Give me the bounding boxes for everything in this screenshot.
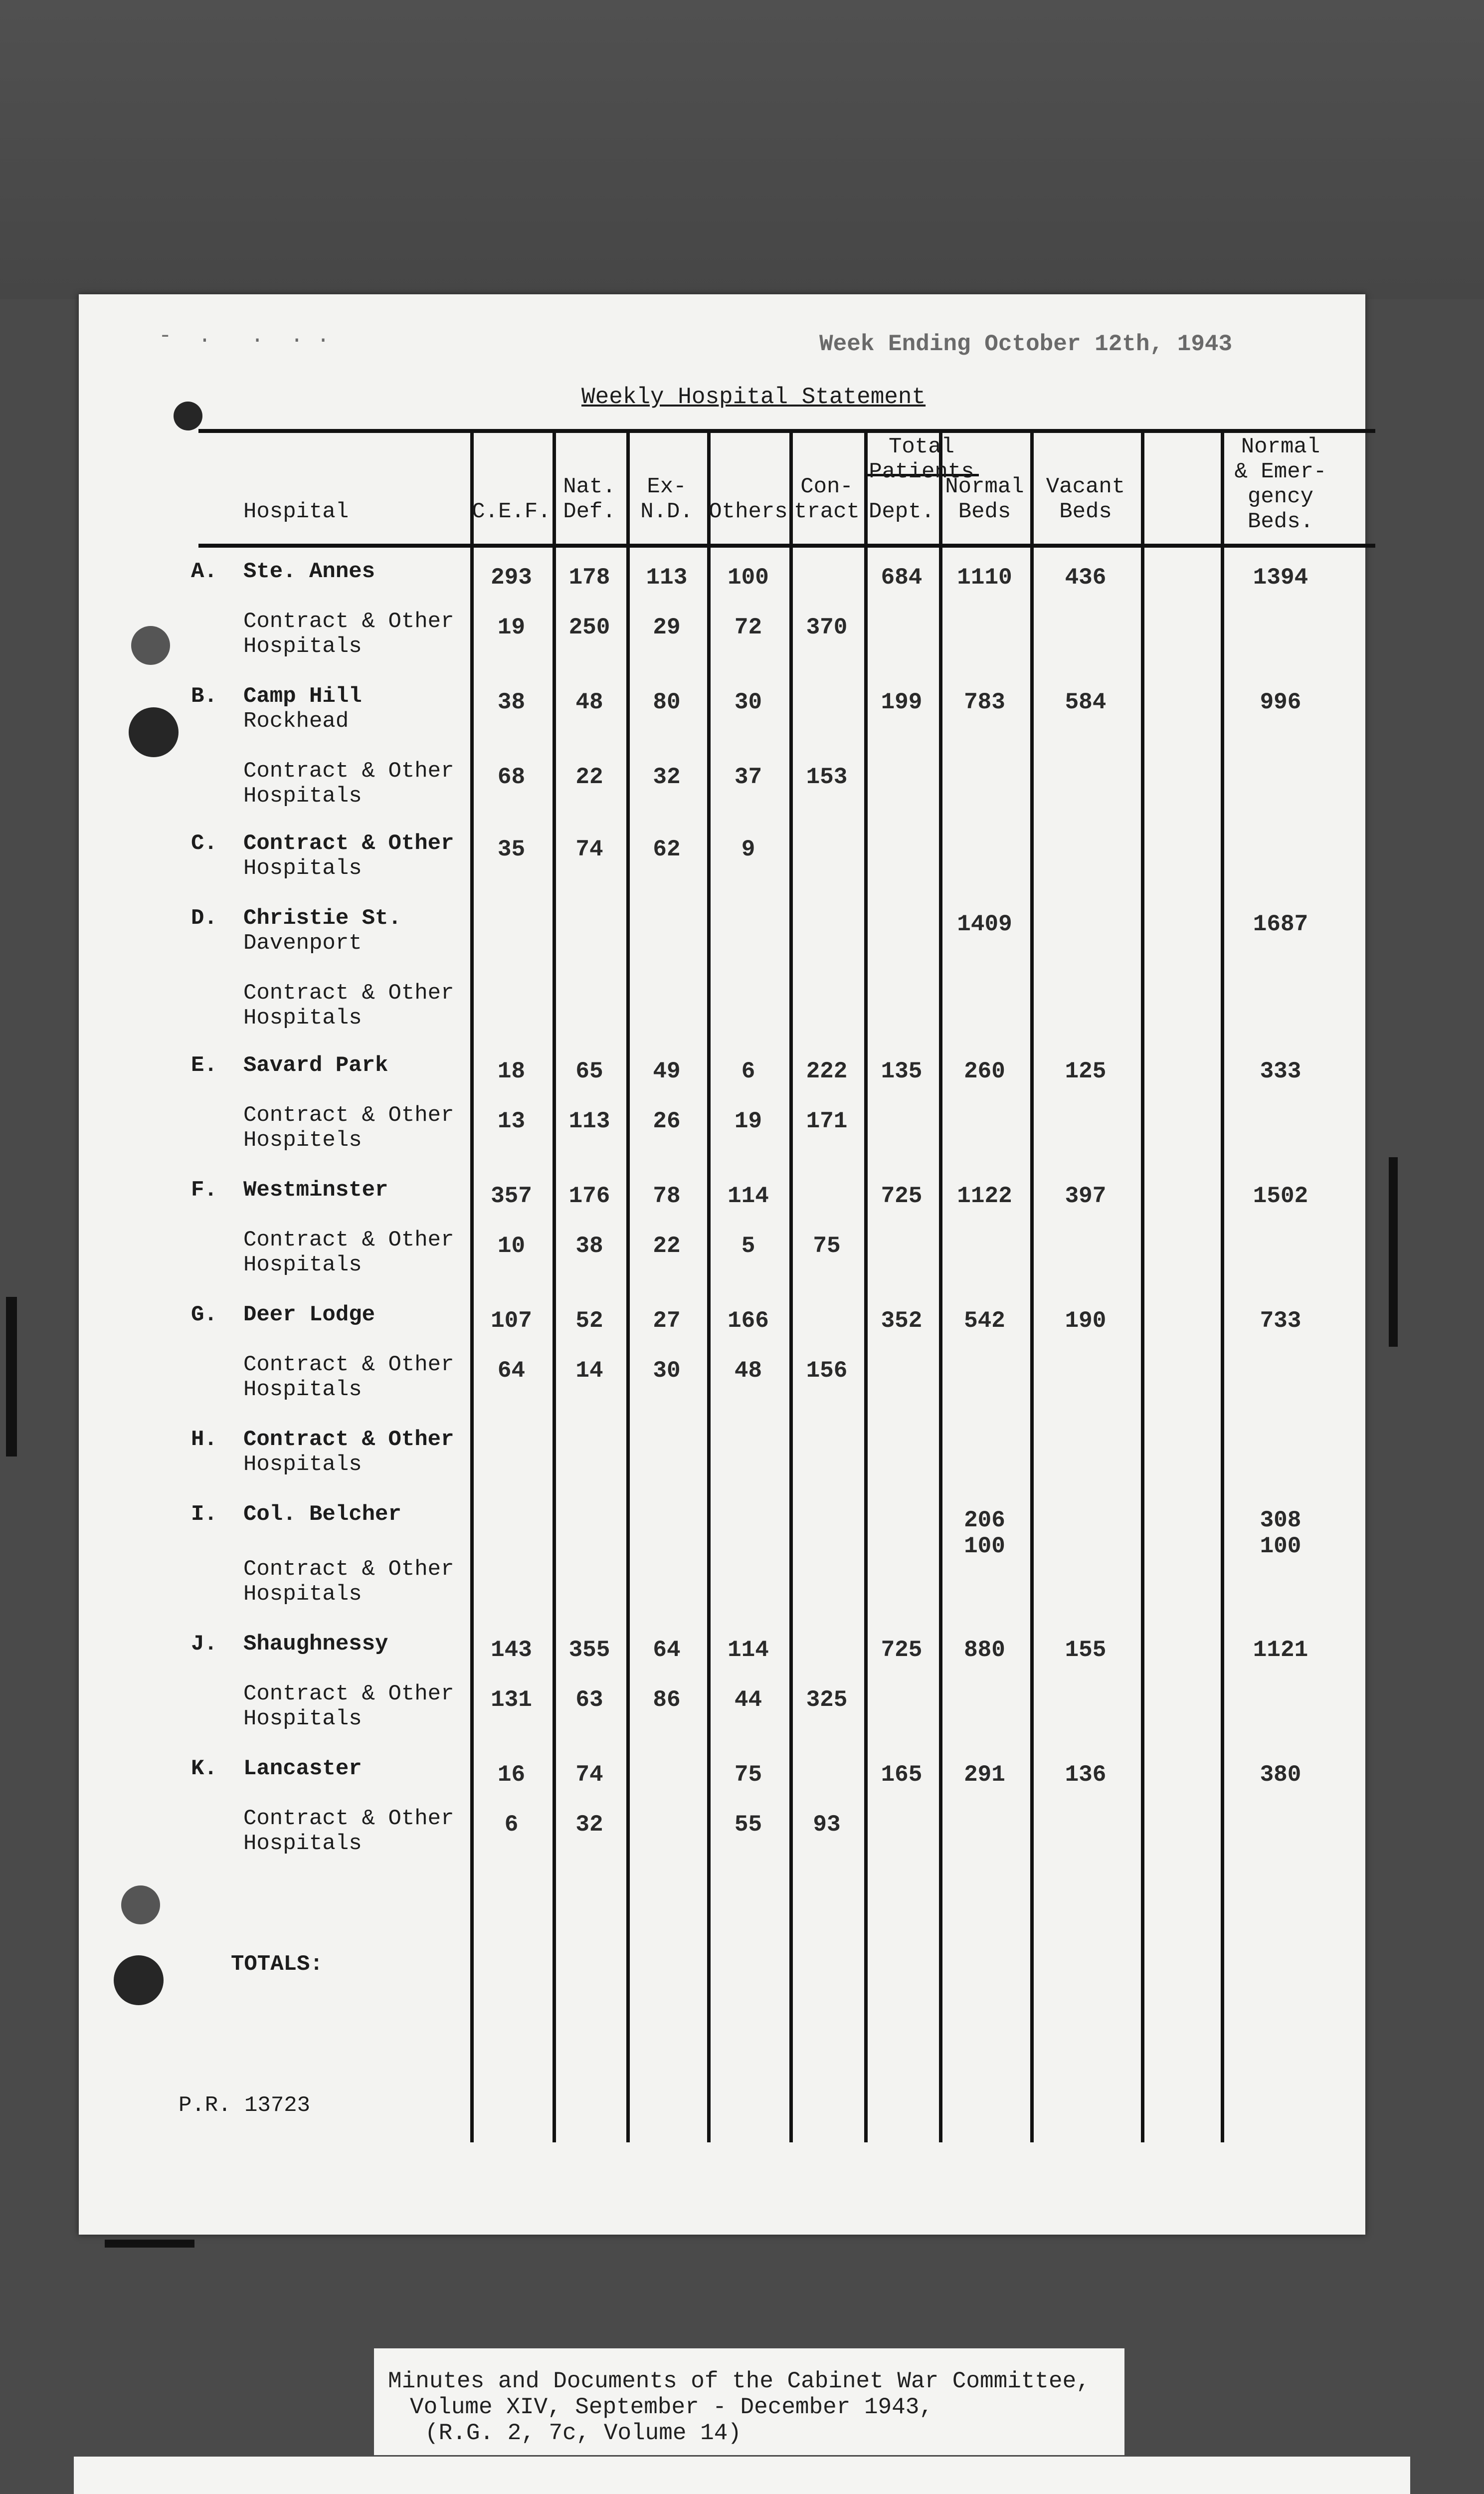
cell-others: 55 [734,1812,762,1838]
hospital-name: Hospitals [243,1452,362,1477]
row-letter: D. [191,906,217,931]
cell-cef: 10 [497,1233,526,1259]
row-letter: G. [191,1302,217,1327]
column-divider [1221,431,1224,2142]
column-divider [553,431,556,2142]
cell-others: 5 [741,1233,755,1259]
background-top [0,0,1484,299]
cell-cef: 18 [497,1058,526,1084]
cell-cef: 357 [491,1183,532,1209]
column-divider [864,431,868,2142]
column-header-dept: Dept. [868,499,935,524]
cell-dept: 725 [881,1183,923,1209]
cell-cef: 19 [497,615,526,640]
column-header-normal-beds: Normal [945,474,1024,499]
hospital-name: Contract & Other [243,1103,454,1128]
hospital-name: Hospitals [243,1706,362,1731]
caption-line: Minutes and Documents of the Cabinet War Committee, [388,2368,1090,2394]
header-note: Week Ending October 12th, 1943 [819,331,1233,357]
column-header-emergency-beds: & Emer- [1234,459,1327,484]
column-header-contract: Con- [800,474,853,499]
cell-dept: 165 [881,1762,923,1788]
hospital-name: Lancaster [243,1756,362,1781]
column-divider [1030,431,1034,2142]
cell-natdef: 178 [568,565,610,591]
hospital-name: Hospitals [243,1006,362,1031]
hospital-name: Contract & Other [243,981,454,1006]
column-header-normal-beds: Beds [958,499,1011,524]
cell-emergency: 733 [1260,1308,1301,1334]
cell-others: 48 [734,1358,762,1384]
edge-mark [6,1297,17,1456]
cell-dept: 199 [881,689,923,715]
column-header-total-patients: Total [888,434,955,459]
hospital-name: Contract & Other [243,759,454,784]
row-letter: F. [191,1178,217,1203]
cell-emergency: 996 [1260,689,1301,715]
hospital-name: Contract & Other [243,1427,454,1452]
cell-contract: 75 [813,1233,841,1259]
cell-contract: 370 [806,615,848,640]
column-header-others: Others [709,499,788,524]
column-header-vacant-beds: Beds [1059,499,1112,524]
column-header-contract: tract [793,499,860,524]
cell-vacant: 155 [1065,1637,1107,1663]
cell-others: 114 [728,1637,769,1663]
cell-normal: 260 [964,1058,1005,1084]
row-letter: K. [191,1756,217,1781]
hospital-statement-sheet [79,294,1365,2235]
hospital-name: Contract & Other [243,1557,454,1582]
cell-cef: 35 [497,836,526,862]
document-title: Weekly Hospital Statement [581,384,926,410]
cell-natdef: 250 [568,615,610,640]
cell-vacant: 436 [1065,565,1107,591]
cell-exnd: 22 [653,1233,681,1259]
cell-normal: 542 [964,1308,1005,1334]
cell-others: 37 [734,764,762,790]
cell-normal: 1110 [957,565,1012,591]
row-letter: I. [191,1502,217,1527]
hospital-name: Davenport [243,931,362,956]
cell-exnd: 86 [653,1687,681,1713]
cell-others: 114 [728,1183,769,1209]
cell-normal: 291 [964,1762,1005,1788]
hospital-name: Contract & Other [243,1352,454,1377]
archive-caption [374,2348,1124,2455]
column-divider [789,431,793,2142]
cell-normal: 783 [964,689,1005,715]
statement-table [79,294,1365,2235]
hospital-name: Ste. Annes [243,559,375,584]
edge-mark [105,2240,194,2248]
hospital-name: Hospitals [243,856,362,881]
hospital-name: Hospitals [243,1831,362,1856]
cell-cef: 293 [491,565,532,591]
cell-natdef: 48 [575,689,603,715]
cell-exnd: 113 [646,565,688,591]
hospital-name: Westminster [243,1178,388,1203]
hospital-name: Christie St. [243,906,401,931]
cell-emergency: 1121 [1253,1637,1308,1663]
column-header-total-patients: Patients [869,459,974,484]
cell-dept: 135 [881,1058,923,1084]
header-rule [198,429,1375,433]
cell-vacant: 397 [1065,1183,1107,1209]
cell-contract: 171 [806,1108,848,1134]
cell-others: 44 [734,1687,762,1713]
cell-cef: 13 [497,1108,526,1134]
cell-contract: 93 [813,1812,841,1838]
hospital-name: Contract & Other [243,1228,454,1252]
cell-others: 100 [728,565,769,591]
cell-emergency: 1502 [1253,1183,1308,1209]
row-letter: B. [191,684,217,709]
cell-cef: 107 [491,1308,532,1334]
reference-number: P.R. 13723 [179,2093,311,2118]
cell-cef: 68 [497,764,526,790]
cell-natdef: 74 [575,836,603,862]
row-letter: A. [191,559,217,584]
column-header-exnd: N.D. [640,499,693,524]
cell-exnd: 32 [653,764,681,790]
cell-exnd: 62 [653,836,681,862]
row-letter: C. [191,831,217,856]
hospital-name: Contract & Other [243,1681,454,1706]
hospital-name: Hospitals [243,1582,362,1607]
cell-contract: 222 [806,1058,848,1084]
cell-others: 72 [734,615,762,640]
column-header-cef: C.E.F. [472,499,551,524]
cell-normal: 206 100 [964,1507,1005,1559]
header-rule [198,544,1375,548]
cell-exnd: 30 [653,1358,681,1384]
cell-dept: 684 [881,565,923,591]
column-divider [707,431,711,2142]
cell-emergency: 333 [1260,1058,1301,1084]
cell-emergency: 1394 [1253,565,1308,591]
column-header-emergency-beds: Beds. [1247,509,1314,534]
hospital-name: Hospitals [243,634,362,659]
cell-vacant: 584 [1065,689,1107,715]
cell-natdef: 65 [575,1058,603,1084]
hospital-name: Camp Hill [243,684,362,709]
hospital-name: Contract & Other [243,831,454,856]
cell-cef: 6 [504,1812,519,1838]
cell-others: 9 [741,836,755,862]
caption-line: Volume XIV, September - December 1943, [410,2394,933,2420]
cell-natdef: 74 [575,1762,603,1788]
hospital-name: Hospitals [243,784,362,809]
cell-vacant: 190 [1065,1308,1107,1334]
cell-emergency: 1687 [1253,911,1308,937]
cell-natdef: 355 [568,1637,610,1663]
hospital-name: Hospitels [243,1128,362,1153]
column-divider [470,431,474,2142]
cell-dept: 352 [881,1308,923,1334]
cell-natdef: 52 [575,1308,603,1334]
hospital-name: Col. Belcher [243,1502,401,1527]
cell-natdef: 176 [568,1183,610,1209]
column-divider [626,431,630,2142]
caption-line: (R.G. 2, 7c, Volume 14) [425,2420,742,2446]
cell-cef: 143 [491,1637,532,1663]
cell-normal: 1122 [957,1183,1012,1209]
cell-natdef: 14 [575,1358,603,1384]
edge-mark [1389,1157,1398,1347]
column-header-natdef: Def. [563,499,616,524]
hospital-name: Shaughnessy [243,1632,388,1657]
cell-dept: 725 [881,1637,923,1663]
cell-contract: 156 [806,1358,848,1384]
row-letter: J. [191,1632,217,1657]
cell-exnd: 78 [653,1183,681,1209]
cell-cef: 16 [497,1762,526,1788]
cell-emergency: 308 100 [1260,1507,1301,1559]
cell-natdef: 22 [575,764,603,790]
hospital-name: Contract & Other [243,609,454,634]
column-header-hospital: Hospital [243,499,349,524]
column-divider [939,431,942,2142]
cell-cef: 64 [497,1358,526,1384]
cell-vacant: 125 [1065,1058,1107,1084]
cell-natdef: 113 [568,1108,610,1134]
cell-natdef: 63 [575,1687,603,1713]
column-header-exnd: Ex- [647,474,687,499]
row-letter: H. [191,1427,217,1452]
cell-natdef: 38 [575,1233,603,1259]
cell-emergency: 380 [1260,1762,1301,1788]
hospital-name: Rockhead [243,709,349,734]
cell-contract: 153 [806,764,848,790]
cell-normal: 1409 [957,911,1012,937]
cell-others: 166 [728,1308,769,1334]
hospital-name: Hospitals [243,1377,362,1402]
cell-others: 75 [734,1762,762,1788]
cell-others: 6 [741,1058,755,1084]
cell-cef: 38 [497,689,526,715]
column-header-vacant-beds: Vacant [1046,474,1125,499]
column-header-natdef: Nat. [563,474,616,499]
header-dashes: - . . . . [159,324,330,349]
cell-natdef: 32 [575,1812,603,1838]
row-letter: E. [191,1053,217,1078]
hospital-name: Savard Park [243,1053,388,1078]
cell-vacant: 136 [1065,1762,1107,1788]
cell-others: 19 [734,1108,762,1134]
cell-exnd: 64 [653,1637,681,1663]
hospital-name: Contract & Other [243,1806,454,1831]
column-divider [1141,431,1144,2142]
column-header-emergency-beds: gency [1247,484,1314,509]
cell-others: 30 [734,689,762,715]
column-header-emergency-beds: Normal [1241,434,1320,459]
cell-cef: 131 [491,1687,532,1713]
archive-card [74,2457,1410,2494]
cell-exnd: 49 [653,1058,681,1084]
cell-contract: 325 [806,1687,848,1713]
cell-exnd: 26 [653,1108,681,1134]
cell-exnd: 29 [653,615,681,640]
cell-exnd: 80 [653,689,681,715]
hospital-name: Hospitals [243,1252,362,1277]
cell-normal: 880 [964,1637,1005,1663]
totals-label: TOTALS: [231,1952,323,1977]
cell-exnd: 27 [653,1308,681,1334]
hospital-name: Deer Lodge [243,1302,375,1327]
